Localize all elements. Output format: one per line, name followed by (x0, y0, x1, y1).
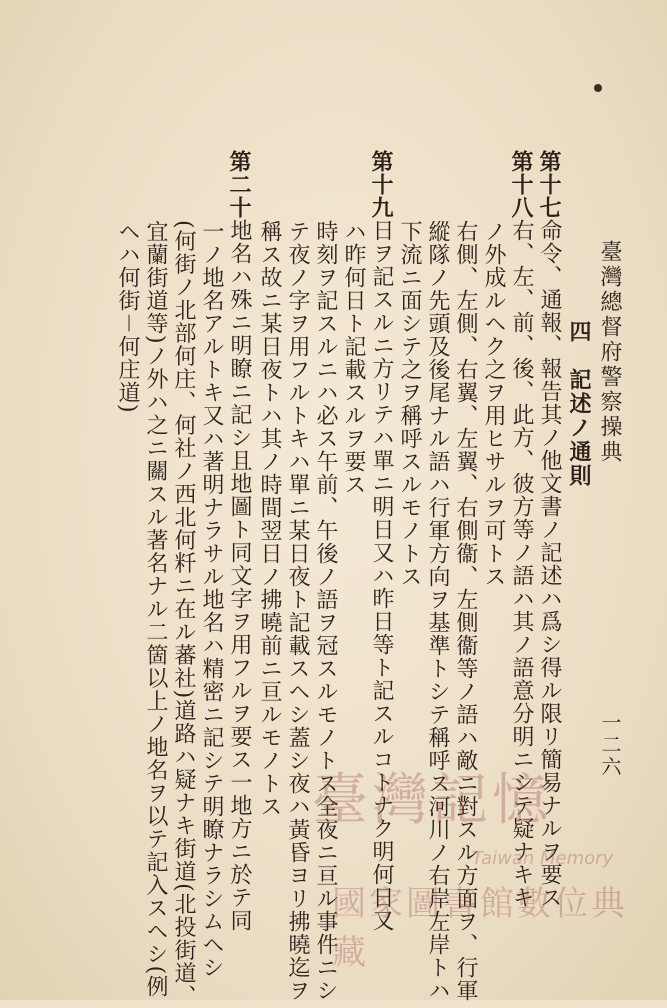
text-line: 稱ス故ニ某日夜トハ其ノ時間翌日ノ拂曉前ニ亘ルモノトス (257, 220, 282, 818)
clause-18 (510, 150, 532, 909)
clause-text: 地名ハ殊ニ明瞭ニ記シ且地圖ト同文字ヲ用フルヲ要ス一地方ニ於テ同 (227, 219, 252, 932)
text-line: ハ昨何日ト記載スルヲ要ス (341, 220, 366, 496)
clause-text: 命令、通報、報告其ノ他文書ノ記述ハ爲シ得ル限リ簡易ナルヲ要ス (537, 219, 562, 909)
book-title: 臺灣總督府警察操典 (597, 240, 622, 465)
text-line: 宜蘭街道等)ノ外ハ之ニ關スル著名ナル二箇以上ノ地名ヲ以テ記入スヘシ(例 (143, 220, 168, 999)
watermark-subtitle: Taiwan Memory (472, 848, 614, 869)
text-line: 一ノ地名アルトキ又ハ著明ナラサル地名ハ精密ニ記シテ明瞭ナラシムヘシ (199, 220, 224, 979)
text-line: (何街ノ北部何庄、何社ノ西北何粁ニ在ル蕃社)道路ハ疑ナキ街道(北投街道、 (171, 220, 196, 1008)
clause-label: 第十八 (508, 150, 534, 219)
watermark-institution: 國家圖書館數位典藏 (332, 884, 628, 973)
text-line: 下流ニ面シテ之ヲ稱呼スルモノトス (397, 220, 422, 588)
clause-label: 第二十 (226, 150, 252, 219)
clause-text: 日ヲ記スルニ方リテハ單ニ明日又ハ昨日等ト記スルコトナク明何日又 (369, 219, 394, 932)
clause-label: 第十七 (536, 150, 562, 219)
clause-20 (228, 150, 250, 932)
page-number: 一二六 (598, 712, 622, 778)
text-line: ヘハ何街－何庄道) (115, 220, 140, 414)
text-line: ノ外成ルヘク之ヲ用ヒサルヲ可トス (481, 220, 506, 588)
text-line: 時刻ヲ記スルニハ必ス午前、午後ノ語ヲ冠スルモノトス全夜ニ亘ル事件ニシ (313, 220, 338, 1002)
clause-label: 第十九 (368, 150, 394, 219)
watermark-title: 臺灣記憶 (312, 768, 552, 833)
section-title: 四 記述ノ通則 (566, 320, 592, 488)
text-line: 縱隊ノ先頭及後尾ナル語ハ行軍方向ヲ基準トシテ稱呼ス河川ノ右岸左岸トハ (425, 220, 450, 1002)
clause-17 (538, 150, 560, 909)
punch-hole-dot (594, 84, 602, 92)
text-line: テ夜ノ字ヲ用フルトキハ單ニ某日夜ト記載スヘシ蓋シ夜ハ黃昏ヨリ拂曉迄ヲ (285, 220, 310, 1002)
clause-text: 右、左、前、後、此方、彼方等ノ語ハ其ノ語意分明ニシテ疑ナキキ (509, 219, 534, 909)
clause-19 (370, 150, 392, 932)
text-line: 右側、左側、右翼、左翼、右側衞、左側衞等ノ語ハ敵ニ對スル方面ヲ、行軍 (453, 220, 478, 1002)
